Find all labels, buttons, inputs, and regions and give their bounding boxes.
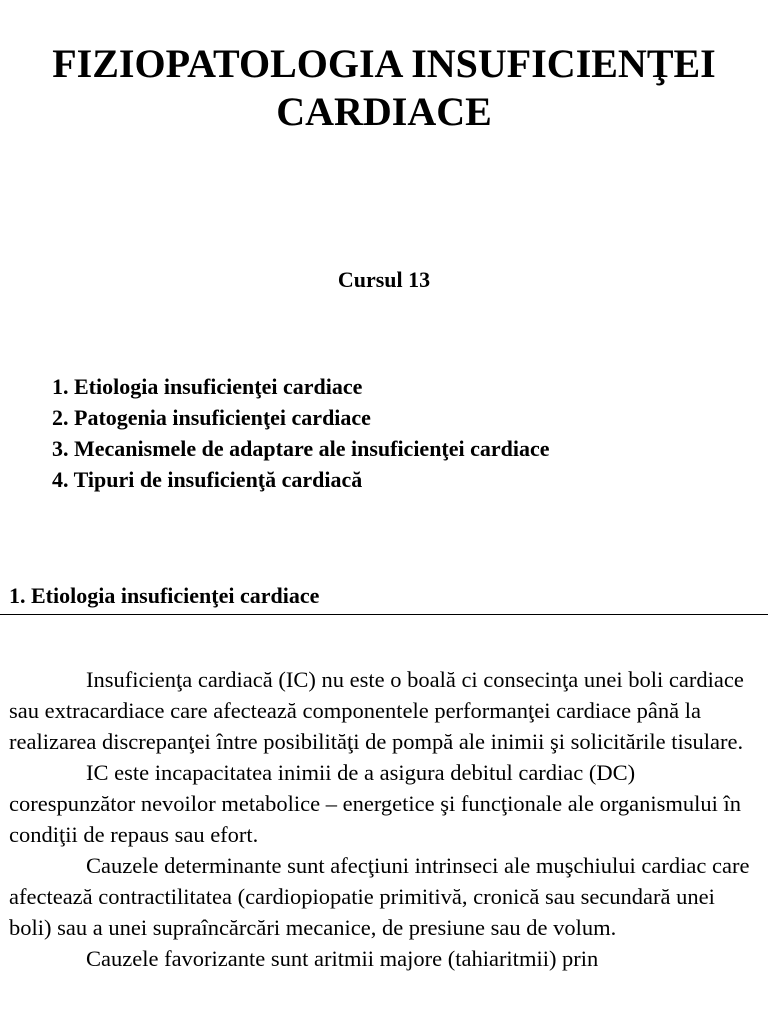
section-divider bbox=[0, 614, 768, 615]
paragraph: IC este incapacitatea inimii de a asigura debitul cardiac (DC) corespunzător nevoilor metabolice – energetice şi funcţionale ale organismului în condiţii de repaus sau efort. bbox=[9, 760, 742, 847]
title-line-2: CARDIACE bbox=[276, 89, 492, 134]
body-text bbox=[9, 664, 761, 974]
paragraph: Cauzele favorizante sunt aritmii majore (tahiaritmii) prin bbox=[86, 946, 599, 971]
toc-item: 1. Etiologia insuficienţei cardiace bbox=[52, 374, 363, 399]
section-heading: 1. Etiologia insuficienţei cardiace bbox=[9, 583, 320, 608]
course-label: Cursul 13 bbox=[337, 267, 431, 292]
toc-item: 3. Mecanismele de adaptare ale insuficienţei cardiace bbox=[52, 436, 550, 461]
paragraph: Cauzele determinante sunt afecţiuni intrinseci ale muşchiului cardiac care afectează contractilitatea (cardiopiopatie primitivă, cronică sau secundară unei boli) sau a unei supraîncărcări mecanice, de presiune sau de volum. bbox=[9, 853, 750, 940]
document-title bbox=[0, 40, 768, 136]
toc-item: 4. Tipuri de insuficienţă cardiacă bbox=[52, 467, 363, 492]
toc-item: 2. Patogenia insuficienţei cardiace bbox=[52, 405, 371, 430]
paragraph: Insuficienţa cardiacă (IC) nu este o boală ci consecinţa unei boli cardiace sau extracardiace care afectează componentele performanţei cardiace până la realizarea discrepanţei între posibilităţi de pompă ale inimii şi solicitările tisulare. bbox=[9, 667, 744, 754]
title-line-1: FIZIOPATOLOGIA INSUFICIENŢEI bbox=[52, 41, 716, 86]
table-of-contents bbox=[52, 371, 550, 495]
